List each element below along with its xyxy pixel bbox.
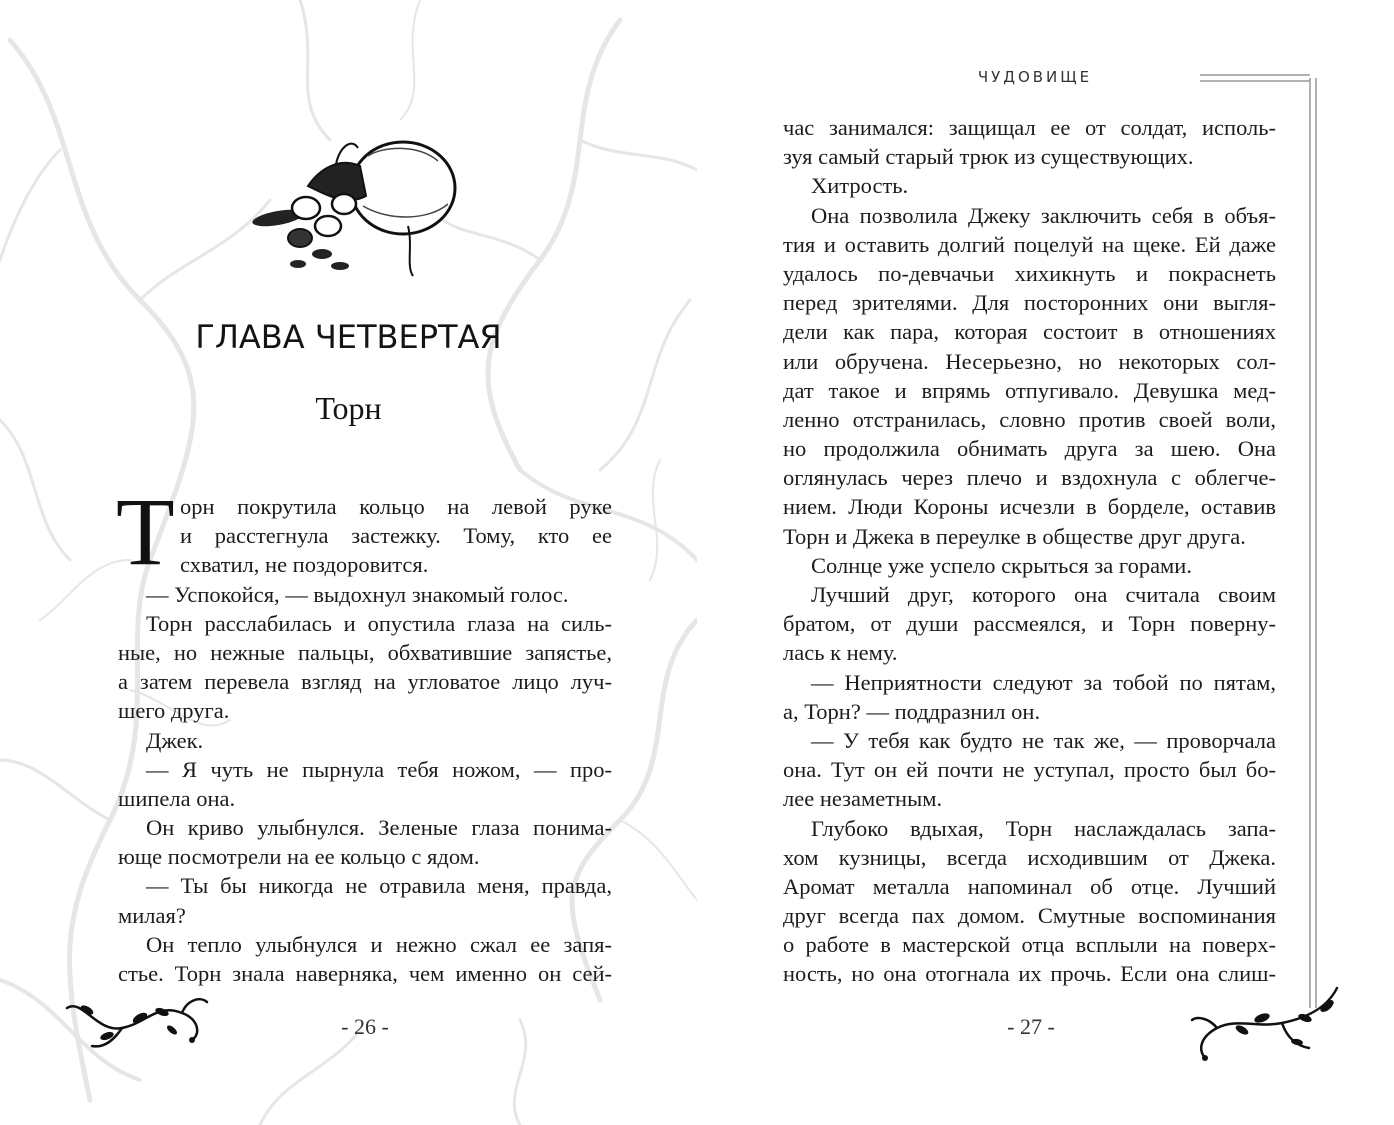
running-head: ЧУДОВИЩЕ: [977, 68, 1093, 86]
text-line: Торн расслабилась и опустила глаза на силь-: [146, 610, 612, 636]
vine-ornament-icon: [1187, 978, 1347, 1068]
text-line: удалось по-девчачьи хихикнуть и покраснеть: [783, 260, 1276, 286]
text-line: а, Торн? — поддразнил он.: [783, 698, 1041, 724]
text-line: — Я чуть не пырнула тебя ножом, — про-: [146, 756, 612, 782]
text-line: хом кузницы, всегда исходившим от Джека.: [783, 844, 1276, 870]
text-line: Торн и Джека в переулке в обществе друг друга.: [783, 523, 1246, 549]
text-line: схватил, не поздоровится.: [180, 552, 429, 578]
text-line: ленно отстранилась, словно против своей воли,: [783, 406, 1276, 432]
text-line: — Успокойся, — выдохнул знакомый голос.: [146, 581, 569, 607]
text-line: дели как пара, которая состоит в отношениях: [783, 319, 1276, 345]
text-line: ные, но нежные пальцы, обхватившие запястье,: [118, 639, 612, 665]
chapter-subtitle: Торн: [315, 390, 382, 426]
text-line: ность, но она отогнала их прочь. Если она слиш-: [783, 961, 1276, 987]
text-line: нием. Люди Короны исчезли в борделе, оставив: [783, 494, 1276, 520]
chapter-title: ГЛАВА ЧЕТВЕРТАЯ: [195, 318, 502, 356]
text-line: Он тепло улыбнулся и нежно сжал ее запя-: [146, 931, 612, 957]
header-rule: [1200, 72, 1310, 84]
text-line: лее незаметным.: [783, 786, 943, 812]
left-body-text: [116, 478, 612, 988]
drop-cap: Т: [116, 478, 175, 585]
text-line: Она позволила Джеку заключить себя в объя-: [811, 202, 1276, 228]
text-line: о работе в мастерской отца всплыли на поверх-: [783, 932, 1276, 958]
text-line: час занимался: защищал ее от солдат, исполь-: [783, 115, 1276, 140]
page-number-left: - 26 -: [341, 1014, 389, 1039]
text-line: — У тебя как будто не так же, — проворчала: [811, 727, 1276, 753]
text-line: стье. Торн знала наверняка, чем именно он сей-: [118, 961, 612, 986]
text-line: — Неприятности следуют за тобой по пятам,: [811, 669, 1276, 695]
text-line: милая?: [118, 902, 186, 928]
text-line: Джек.: [146, 727, 204, 753]
text-line: друг всегда пах домом. Смутные воспоминания: [783, 903, 1276, 929]
text-line: орн покрутила кольцо на левой руке: [180, 494, 612, 519]
text-line: лась к нему.: [783, 640, 898, 666]
text-line: дат такое и впрямь отпугивало. Девушка мед-: [783, 377, 1276, 403]
right-page: [697, 0, 1394, 1125]
page-number-right: - 27 -: [1007, 1014, 1055, 1039]
text-line: и расстегнула застежку. Тому, кто ее: [180, 523, 612, 549]
vine-ornament-icon: [62, 988, 212, 1058]
text-line: Глубоко вдыхая, Торн наслаждалась запа-: [811, 815, 1276, 841]
text-line: она. Тут он ей почти не уступал, просто был бо-: [783, 757, 1276, 783]
text-line: Он криво улыбнулся. Зеленые глаза понима-: [146, 815, 612, 841]
page-edge-rule: [1308, 78, 1320, 1008]
text-line: оглянулась через плечо и вздохнула с облегче-: [783, 465, 1276, 491]
text-line: или обручена. Несерьезно, но некоторых сол-: [783, 348, 1276, 374]
coin-pouch-icon: [248, 126, 468, 286]
text-line: перед зрителями. Для посторонних они выгля-: [783, 290, 1276, 316]
text-line: тия и оставить долгий поцелуй на щеке. Ей даже: [783, 231, 1276, 257]
text-line: шипела она.: [118, 785, 236, 811]
right-body-text: [783, 113, 1276, 989]
text-line: юще посмотрели на ее кольцо с ядом.: [118, 844, 480, 870]
text-line: шего друга.: [118, 698, 230, 724]
text-line: но продолжила обнимать друга за шею. Она: [783, 436, 1276, 462]
text-line: Хитрость.: [811, 173, 909, 199]
text-line: а затем перевела взгляд на угловатое лицо луч-: [118, 669, 612, 695]
text-line: Аромат металла напоминал об отце. Лучший: [783, 873, 1276, 899]
text-line: Солнце уже успело скрыться за горами.: [811, 552, 1192, 578]
text-line: братом, от души рассмеялся, и Торн поверну-: [783, 611, 1276, 637]
text-line: — Ты бы никогда не отравила меня, правда,: [146, 873, 612, 899]
text-line: зуя самый старый трюк из существующих.: [783, 144, 1194, 170]
text-line: Лучший друг, которого она считала своим: [811, 582, 1276, 607]
